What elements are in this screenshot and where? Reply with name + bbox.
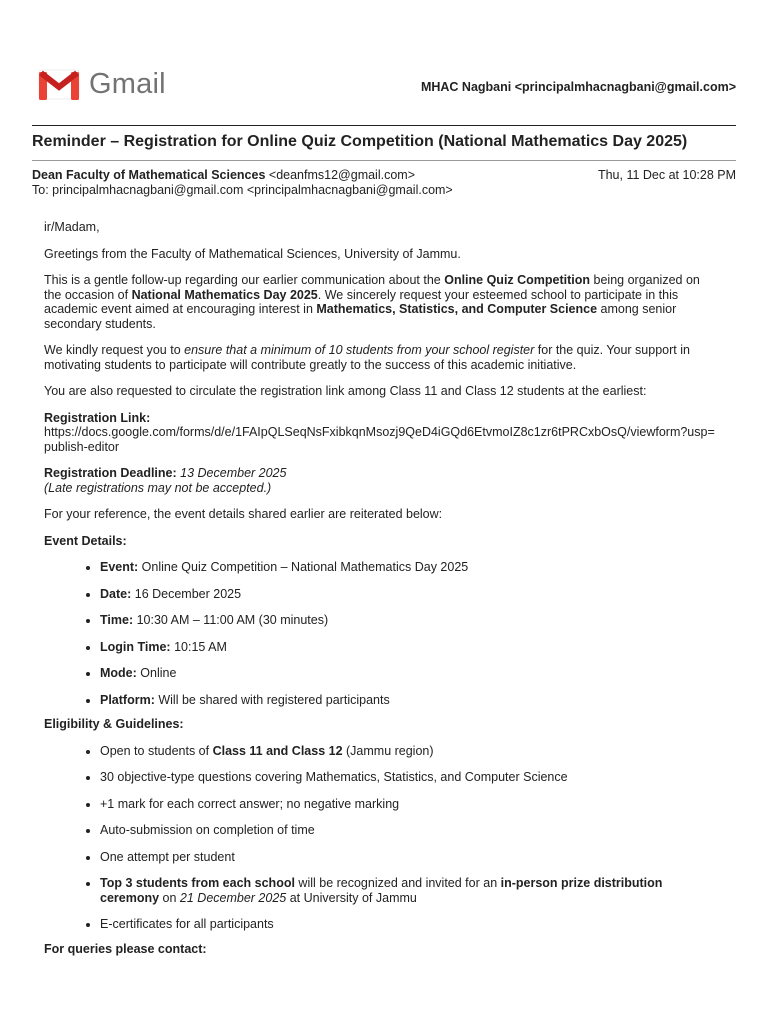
email-date: Thu, 11 Dec at 10:28 PM [597,168,736,182]
sender-email: <deanfms12@gmail.com> [268,168,415,182]
queries-heading: For queries please contact: [44,941,207,956]
list-item: • Top 3 students from each school will be recognized and invited for an in-person prize distribution ceremony on 21 December 2025 at University of Jammu [100,876,718,905]
list-item: • Mode: Online [100,666,718,681]
event-details-heading: Event Details: [44,533,127,548]
gmail-m-icon [37,68,81,101]
list-item: • Open to students of Class 11 and Class 12 (Jammu region) [100,744,718,759]
list-item: • +1 mark for each correct answer; no negative marking [100,797,718,812]
sender-name: Dean Faculty of Mathematical Sciences [32,168,266,182]
list-item: • One attempt per student [100,850,718,865]
salutation: ir/Madam, [44,220,100,234]
registration-link-block [44,411,718,455]
registration-link[interactable]: https://docs.google.com/forms/d/e/1FAIpQLSeqNsFxibkqnMsozj9QeD4iGQd6EtvmoIZ8c1zr6tPRCxbOsQ/viewform?usp=publish-editor [44,425,715,454]
recipient-line: To: principalmhacnagbani@gmail.com <principalmhacnagbani@gmail.com> [32,183,453,197]
subject-divider [32,160,736,161]
email-subject: Reminder – Registration for Online Quiz Competition (National Mathematics Day 2025) [32,133,688,150]
list-item: • Login Time: 10:15 AM [100,640,718,655]
list-item: • Platform: Will be shared with registered participants [100,693,718,708]
paragraph-request: We kindly request you to ensure that a minimum of 10 students from your school register for the quiz. Your support in motivating students to participate will contribute greatly to the success of this academic initiative. [44,343,690,372]
gmail-wordmark: Gmail [89,68,166,100]
list-item: • 30 objective-type questions covering Mathematics, Statistics, and Computer Science [100,770,718,785]
paragraph-followup: This is a gentle follow-up regarding our earlier communication about the Online Quiz Competition being organized on the occasion of National Mathematics Day 2025. We sincerely request your esteemed school to participate in this academic event aimed at encouraging interest in Mathematics, Statistics, and Computer Science among senior secondary students. [44,273,700,331]
list-item: • Event: Online Quiz Competition – National Mathematics Day 2025 [100,560,718,575]
gmail-logo [37,68,166,101]
list-item: • Date: 16 December 2025 [100,587,718,602]
deadline-block [44,466,718,495]
greeting: Greetings from the Faculty of Mathematical Sciences, University of Jammu. [44,246,461,261]
print-header [0,0,768,120]
account-name: MHAC Nagbani <principalmhacnagbani@gmail.com> [420,80,736,94]
reference-line: For your reference, the event details shared earlier are reiterated below: [44,507,443,521]
email-body [44,220,718,968]
list-item: • E-certificates for all participants [100,917,718,932]
email-meta [32,168,736,198]
eligibility-heading: Eligibility & Guidelines: [44,717,184,731]
list-item: • Auto-submission on completion of time [100,823,718,838]
list-item: • Time: 10:30 AM – 11:00 AM (30 minutes) [100,613,718,628]
eligibility-list [44,744,718,932]
deadline-note: (Late registrations may not be accepted.) [44,480,272,495]
deadline-value: 13 December 2025 [176,466,287,480]
registration-link-label: Registration Link: [44,410,151,425]
header-divider [32,125,736,126]
deadline-label: Registration Deadline: [44,466,177,480]
event-details-list [44,560,718,707]
paragraph-circulate: You are also requested to circulate the registration link among Class 11 and Class 12 students at the earliest: [44,384,647,398]
